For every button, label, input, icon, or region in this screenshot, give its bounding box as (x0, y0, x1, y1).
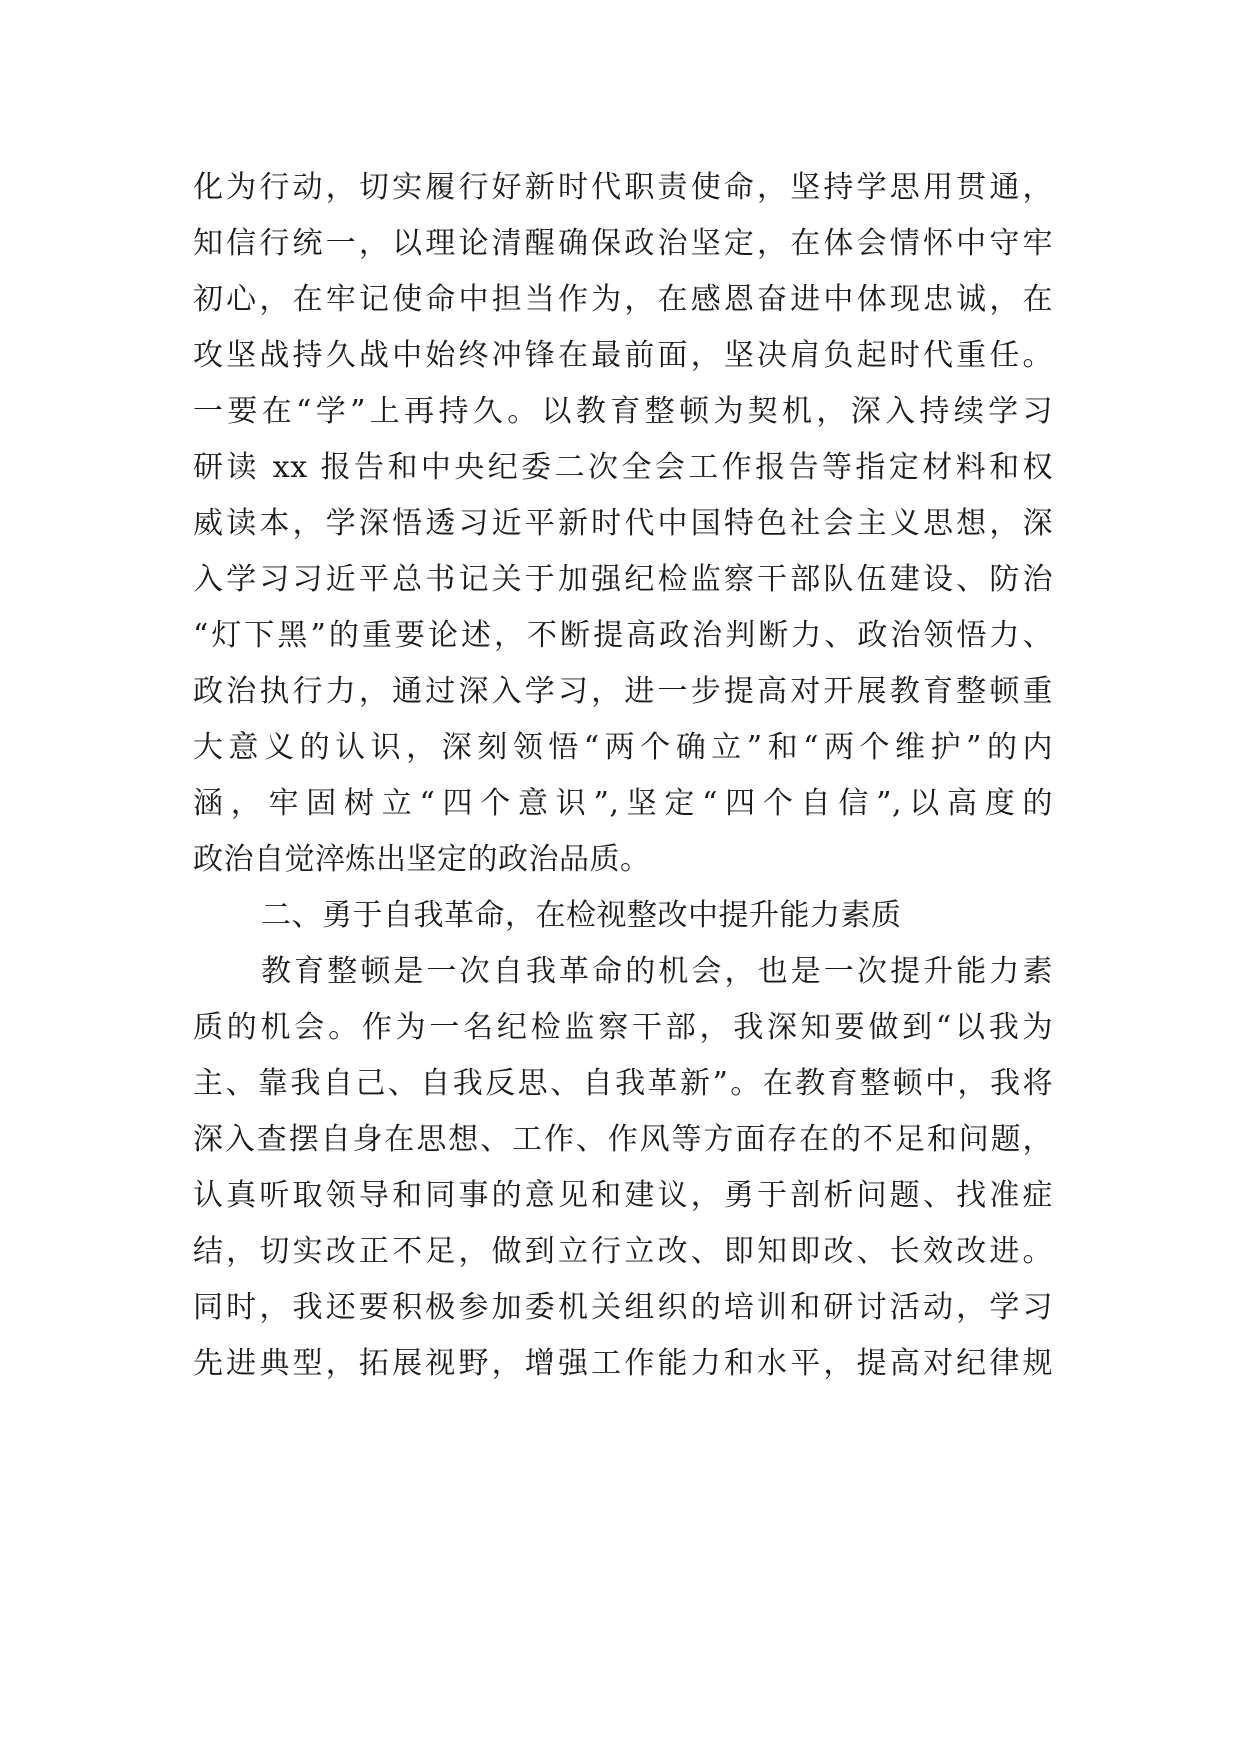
text-line: 入学习习近平总书记关于加强纪检监察干部队伍建设、防治 (193, 562, 1053, 597)
text-line: 初心，在牢记使命中担当作为，在感恩奋进中体现忠诚，在 (193, 282, 1053, 317)
paragraph-2 (193, 944, 1053, 1392)
text-line: “灯下黑”的重要论述，不断提高政治判断力、政治领悟力、 (193, 618, 1053, 653)
text-line: 质的机会。作为一名纪检监察干部，我深知要做到“以我为 (193, 1010, 1053, 1045)
section-heading (193, 888, 1053, 944)
text-line: 研读 xx 报告和中央纪委二次全会工作报告等指定材料和权 (193, 450, 1053, 485)
text-line: 攻坚战持久战中始终冲锋在最前面，坚决肩负起时代重任。 (193, 338, 1053, 373)
text-line: 政治执行力，通过深入学习，进一步提高对开展教育整顿重 (193, 674, 1053, 709)
section-heading-text: 二、勇于自我革命，在检视整改中提升能力素质 (261, 898, 902, 933)
text-line: 认真听取领导和同事的意见和建议，勇于剖析问题、找准症 (193, 1178, 1053, 1213)
text-line: 一要在“学”上再持久。以教育整顿为契机，深入持续学习 (193, 394, 1053, 429)
text-line: 威读本，学深悟透习近平新时代中国特色社会主义思想，深 (193, 506, 1053, 541)
text-line: 教育整顿是一次自我革命的机会，也是一次提升能力素 (261, 954, 1053, 989)
text-line: 化为行动，切实履行好新时代职责使命，坚持学思用贯通， (193, 170, 1053, 205)
text-line: 知信行统一，以理论清醒确保政治坚定，在体会情怀中守牢 (193, 226, 1053, 261)
document-body (193, 160, 1053, 1392)
text-line: 主、靠我自己、自我反思、自我革新”。在教育整顿中，我将 (193, 1066, 1053, 1101)
text-line: 结，切实改正不足，做到立行立改、即知即改、长效改进。 (193, 1234, 1053, 1269)
text-line: 深入查摆自身在思想、工作、作风等方面存在的不足和问题， (193, 1122, 1053, 1157)
text-line: 同时，我还要积极参加委机关组织的培训和研讨活动，学习 (193, 1290, 1053, 1325)
paragraph-1 (193, 160, 1053, 888)
text-line: 先进典型，拓展视野，增强工作能力和水平，提高对纪律规 (193, 1346, 1053, 1381)
text-line: 涵，牢固树立“四个意识”,坚定“四个自信”,以高度的 (193, 786, 1053, 821)
text-line: 政治自觉淬炼出坚定的政治品质。 (193, 842, 651, 877)
text-line: 大意义的认识，深刻领悟“两个确立”和“两个维护”的内 (193, 730, 1053, 765)
